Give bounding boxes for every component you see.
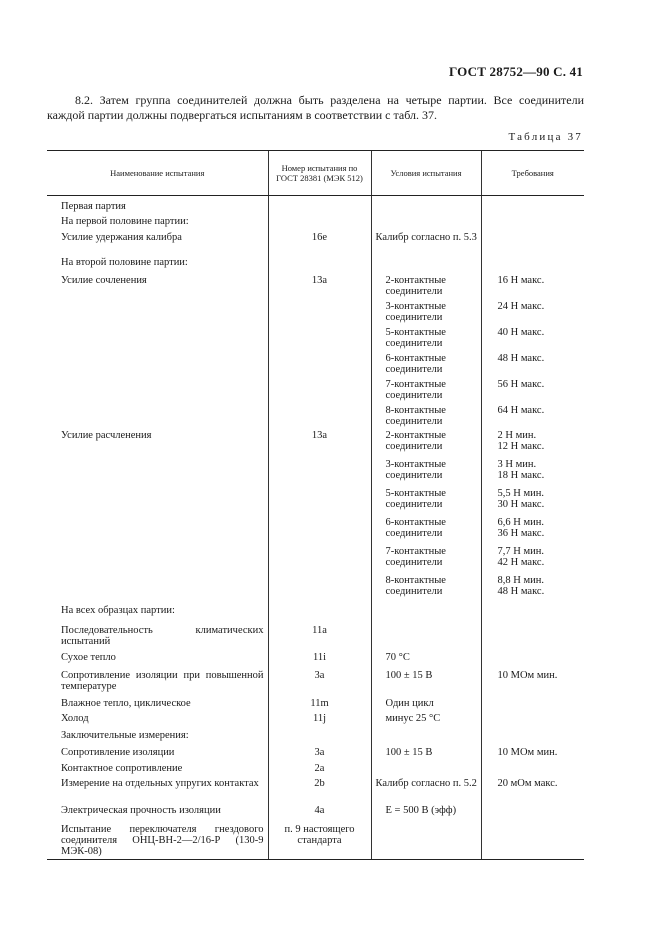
row-number [268, 485, 371, 514]
column-header-conditions: Условия испытания [371, 151, 481, 196]
row-conditions: Калибр согласно п. 5.2 [371, 774, 481, 800]
column-header-name: Наименование испытания [47, 151, 268, 196]
condition-text: 7-контактные соединители [385, 379, 446, 401]
row-name: Сопротивление изоляции при повышенной температуре [61, 670, 264, 692]
requirement-max: 42 Н макс. [497, 557, 545, 568]
requirement-max: 18 Н макс. [497, 470, 545, 481]
table-row [47, 693, 584, 709]
condition-text: 6-контактные соединители [385, 353, 446, 375]
row-name: Усилие расчленения [61, 430, 152, 441]
row-requirements [481, 485, 584, 514]
table-row [47, 514, 584, 543]
row-conditions [371, 621, 481, 650]
table-row [47, 543, 584, 572]
row-name [47, 572, 268, 601]
requirement-min: 6,6 Н мин. [497, 517, 544, 528]
row-name: Усилие удержания калибра [61, 232, 182, 243]
row-number [268, 401, 371, 427]
row-name: Усилие сочленения [61, 275, 147, 286]
table-row [47, 774, 584, 800]
row-requirements: 20 мОм макс. [481, 774, 584, 800]
row-requirements: 56 Н макс. [481, 375, 584, 401]
row-name: Сопротивление изоляции [61, 747, 175, 758]
row-name [47, 485, 268, 514]
table-label: Таблица 37 [508, 131, 583, 143]
row-requirements [481, 709, 584, 725]
row-name: На второй половине партии: [61, 257, 188, 268]
row-requirements: 16 Н макс. [481, 271, 584, 297]
condition-text: 3-контактные соединители [385, 301, 446, 323]
row-conditions [371, 427, 481, 456]
row-number: 11i [268, 650, 371, 666]
row-number [268, 349, 371, 375]
table-row [47, 196, 584, 213]
requirement-min: 2 Н мин. [497, 430, 537, 441]
row-requirements [481, 196, 584, 213]
row-number [268, 297, 371, 323]
condition-text: 70 °С [385, 652, 410, 663]
tests-table [47, 150, 584, 860]
requirement-min: 7,7 Н мин. [497, 546, 544, 557]
row-conditions [371, 820, 481, 860]
condition-text: 5-контактные соединители [385, 488, 446, 510]
row-requirements [481, 572, 584, 601]
row-name: Контактное сопротивление [61, 763, 183, 774]
table-row [47, 601, 584, 621]
table-row [47, 666, 584, 693]
row-number [268, 543, 371, 572]
row-conditions [371, 349, 481, 375]
requirement-min: 5,5 Н мин. [497, 488, 544, 499]
page-header: ГОСТ 28752—90 С. 41 [449, 64, 583, 79]
intro-paragraph: 8.2. Затем группа соединителей должна быть разделена на четыре партии. Все соединители каждой партии должны подвергаться испытаниям в соответствии с табл. 37. [47, 93, 584, 122]
condition-text: минус 25 °С [385, 713, 441, 724]
row-requirements [481, 230, 584, 257]
row-conditions [371, 601, 481, 621]
row-number [268, 572, 371, 601]
row-number [268, 456, 371, 485]
row-name [47, 514, 268, 543]
table-row [47, 349, 584, 375]
row-number [268, 514, 371, 543]
condition-text: 5-контактные соединители [385, 327, 446, 349]
row-requirements [481, 693, 584, 709]
row-number: 11m [268, 693, 371, 709]
row-number: 11j [268, 709, 371, 725]
row-conditions [371, 666, 481, 693]
row-requirements [481, 820, 584, 860]
column-header-number: Номер испытания по ГОСТ 28381 (МЭК 512) [268, 151, 371, 196]
row-conditions [371, 456, 481, 485]
table-row [47, 800, 584, 820]
row-number [268, 601, 371, 621]
row-name [47, 349, 268, 375]
row-conditions [371, 650, 481, 666]
row-conditions [371, 323, 481, 349]
table-row [47, 230, 584, 257]
condition-text: 100 ± 15 В [385, 747, 433, 758]
table-row [47, 375, 584, 401]
row-number [268, 257, 371, 271]
table-row [47, 820, 584, 860]
row-conditions [371, 693, 481, 709]
table-row [47, 650, 584, 666]
row-requirements [481, 212, 584, 230]
row-number [268, 196, 371, 213]
condition-text: 8-контактные соединители [385, 405, 446, 427]
row-conditions [371, 212, 481, 230]
row-requirements [481, 427, 584, 456]
row-name: Испытание переключателя гнездового соединителя ОНЦ-ВН-2—2/16-Р (130-9 МЭК-08) [47, 820, 268, 860]
condition-text: 2-контактные соединители [385, 430, 446, 452]
requirement-max: 48 Н макс. [497, 586, 545, 597]
requirement-min: 3 Н мин. [497, 459, 537, 470]
row-requirements [481, 725, 584, 741]
row-number: 2b [268, 774, 371, 800]
row-number: 4a [268, 800, 371, 820]
row-name: Последовательность климатических испытаний [61, 625, 264, 647]
row-name: На первой половине партии: [61, 216, 189, 227]
table-row [47, 741, 584, 758]
row-number: 13a [268, 427, 371, 456]
requirement-min: 8,8 Н мин. [497, 575, 544, 586]
table-row [47, 621, 584, 650]
condition-text: 6-контактные соединители [385, 517, 446, 539]
row-name: Сухое тепло [61, 652, 116, 663]
row-number: 13a [268, 271, 371, 297]
table-row [47, 212, 584, 230]
table-row [47, 257, 584, 271]
row-name: На всех образцах партии: [61, 605, 175, 616]
requirement-max: 30 Н макс. [497, 499, 545, 510]
row-requirements: 64 Н макс. [481, 401, 584, 427]
row-conditions [371, 741, 481, 758]
row-requirements [481, 257, 584, 271]
row-conditions [371, 709, 481, 725]
row-requirements: 40 Н макс. [481, 323, 584, 349]
table-row [47, 323, 584, 349]
condition-text: 7-контактные соединители [385, 546, 446, 568]
table-row [47, 709, 584, 725]
table-row [47, 725, 584, 741]
row-conditions [371, 297, 481, 323]
table-row [47, 572, 584, 601]
row-requirements [481, 456, 584, 485]
row-name: Электрическая прочность изоляции [61, 805, 221, 816]
row-requirements: 10 МОм мин. [481, 666, 584, 693]
row-number [268, 323, 371, 349]
row-name: Влажное тепло, циклическое [61, 698, 191, 709]
requirement-max: 12 Н макс. [497, 441, 545, 452]
row-conditions [371, 375, 481, 401]
row-conditions [371, 485, 481, 514]
row-conditions [371, 514, 481, 543]
row-conditions [371, 572, 481, 601]
row-conditions [371, 543, 481, 572]
row-number: 16e [268, 230, 371, 257]
row-number [268, 375, 371, 401]
row-name: Холод [61, 713, 89, 724]
condition-text: 8-контактные соединители [385, 575, 446, 597]
row-requirements [481, 758, 584, 774]
table-row [47, 456, 584, 485]
row-requirements [481, 621, 584, 650]
row-name [47, 323, 268, 349]
row-name [47, 375, 268, 401]
row-conditions [371, 271, 481, 297]
row-conditions [371, 758, 481, 774]
row-requirements [481, 601, 584, 621]
row-number: 3a [268, 741, 371, 758]
row-name: Первая партия [61, 201, 126, 212]
row-number: 2a [268, 758, 371, 774]
row-requirements: 10 МОм мин. [481, 741, 584, 758]
condition-text: 2-контактные соединители [385, 275, 446, 297]
row-conditions [371, 800, 481, 820]
condition-text: E = 500 В (эфф) [385, 805, 457, 816]
row-requirements [481, 650, 584, 666]
condition-text: 3-контактные соединители [385, 459, 446, 481]
row-number: 11a [268, 621, 371, 650]
table-header-row [47, 151, 584, 196]
row-name: Заключительные измерения: [61, 730, 189, 741]
row-conditions: Калибр согласно п. 5.3 [371, 230, 481, 257]
row-number [268, 725, 371, 741]
row-name: Измерение на отдельных упругих контактах [61, 778, 259, 789]
row-conditions [371, 401, 481, 427]
requirement-max: 36 Н макс. [497, 528, 545, 539]
column-header-requirements: Требования [481, 151, 584, 196]
table-row [47, 485, 584, 514]
row-requirements [481, 543, 584, 572]
row-name [47, 456, 268, 485]
row-conditions [371, 196, 481, 213]
row-requirements: 24 Н макс. [481, 297, 584, 323]
row-name [47, 297, 268, 323]
condition-text: Один цикл [385, 698, 434, 709]
row-name [47, 401, 268, 427]
row-conditions [371, 725, 481, 741]
row-conditions [371, 257, 481, 271]
row-requirements [481, 800, 584, 820]
table-row [47, 427, 584, 456]
row-number [268, 212, 371, 230]
condition-text: 100 ± 15 В [385, 670, 433, 681]
row-requirements [481, 514, 584, 543]
row-name [47, 543, 268, 572]
table-row [47, 297, 584, 323]
row-number: 3a [268, 666, 371, 693]
table-row [47, 758, 584, 774]
row-number: п. 9 настоящего стандарта [268, 820, 371, 860]
row-requirements: 48 Н макс. [481, 349, 584, 375]
table-row [47, 271, 584, 297]
table-row [47, 401, 584, 427]
